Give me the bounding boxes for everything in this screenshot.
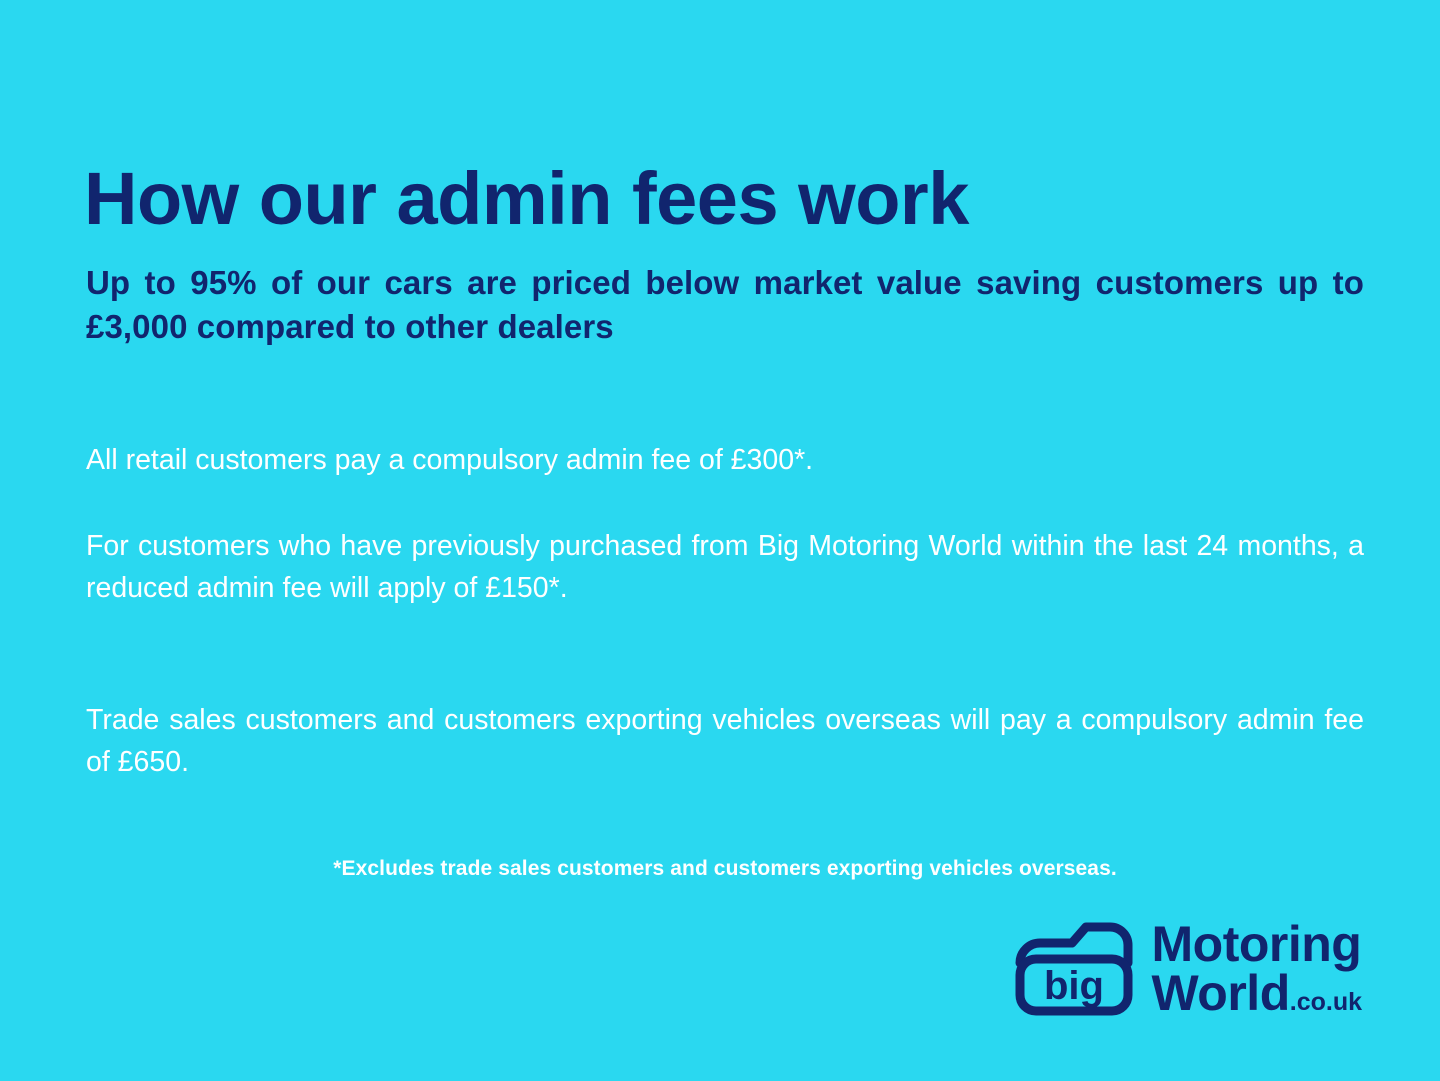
paragraph-retail-fee: All retail customers pay a compulsory admin fee of £300*. <box>86 443 814 476</box>
logo-line-world <box>1151 965 1362 1021</box>
logo-wordmark <box>1151 916 1362 1021</box>
big-car-icon <box>1010 919 1138 1019</box>
paragraph-trade-export-fee: Trade sales customers and customers exporting vehicles overseas will pay a compulsory admin fee of £650. <box>86 703 1364 779</box>
brand-logo <box>1010 916 1362 1021</box>
svg-text:big: big <box>1043 964 1104 1008</box>
logo-line-motoring: Motoring <box>1151 916 1362 972</box>
subheading: Up to 95% of our cars are priced below market value saving customers up to £3,000 compared to other dealers <box>86 264 1364 345</box>
logo-world-text: World <box>1151 965 1290 1021</box>
paragraph-returning-customer-fee: For customers who have previously purchased from Big Motoring World within the last 24 months, a reduced admin fee will apply of £150*. <box>86 529 1364 605</box>
page-title: How our admin fees work <box>84 156 969 240</box>
footnote-disclaimer: *Excludes trade sales customers and customers exporting vehicles overseas. <box>333 857 1117 880</box>
logo-tld: .co.uk <box>1289 988 1362 1016</box>
